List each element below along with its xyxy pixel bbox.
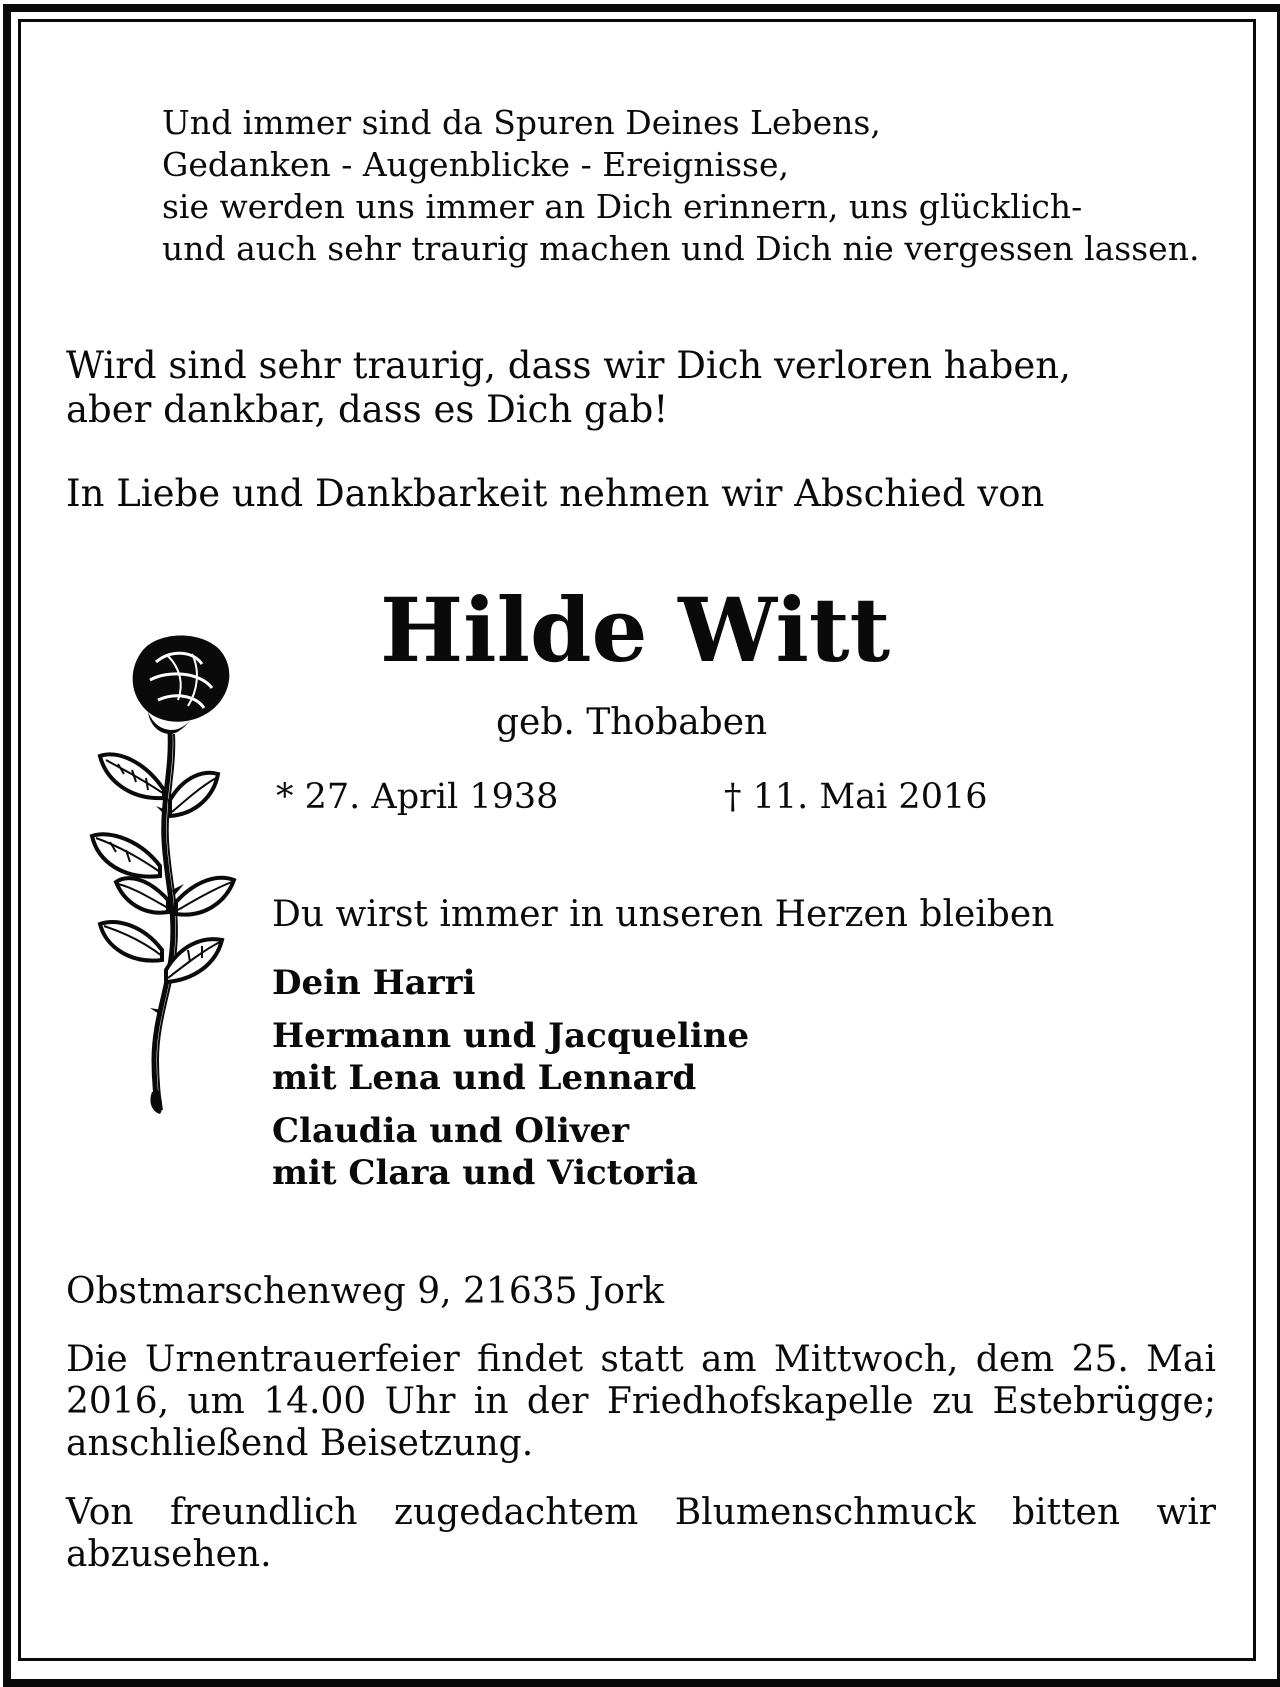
address: Obstmarschenweg 9, 21635 Jork [66, 1271, 665, 1312]
ceremony-notice: Die Urnentrauerfeier findet statt am Mittwoch, dem 25. Mai 2016, um 14.00 Uhr in der Friedhofskapelle zu Estebrügge; anschließend Beisetzung. [66, 1339, 1216, 1464]
poem-line: und auch sehr traurig machen und Dich nie vergessen lassen. [162, 229, 1200, 268]
sad-grateful-text [66, 344, 1071, 432]
family-group-1 [272, 962, 476, 1004]
death-date: † 11. Mai 2016 [724, 777, 988, 817]
poem-line: Gedanken - Augenblicke - Ereignisse, [162, 145, 789, 184]
family-line: mit Lena und Lennard [272, 1058, 697, 1098]
flowers-notice: Von freundlich zugedachtem Blumenschmuck bitten wir abzusehen. [66, 1492, 1216, 1575]
farewell-intro: In Liebe und Dankbarkeit nehmen wir Abschied von [66, 472, 1045, 515]
birth-date: * 27. April 1938 [276, 777, 559, 817]
poem-line: Und immer sind da Spuren Deines Lebens, [162, 103, 881, 142]
family-line: Claudia und Oliver [272, 1111, 630, 1151]
family-line: mit Clara und Victoria [272, 1153, 698, 1193]
poem-line: sie werden uns immer an Dich erinnern, uns glücklich- [162, 187, 1083, 226]
family-line: Hermann und Jacqueline [272, 1016, 750, 1056]
family-group-2 [272, 1015, 749, 1099]
hearts-line: Du wirst immer in unseren Herzen bleiben [272, 894, 1055, 935]
rose-icon [88, 630, 248, 1116]
family-line: Dein Harri [272, 963, 476, 1003]
maiden-name: geb. Thobaben [496, 702, 768, 743]
poem [162, 102, 1199, 270]
family-group-3 [272, 1110, 698, 1194]
text-line: Wird sind sehr traurig, dass wir Dich verloren haben, [66, 344, 1071, 387]
deceased-name: Hilde Witt [380, 578, 891, 682]
text-line: aber dankbar, dass es Dich gab! [66, 388, 669, 431]
